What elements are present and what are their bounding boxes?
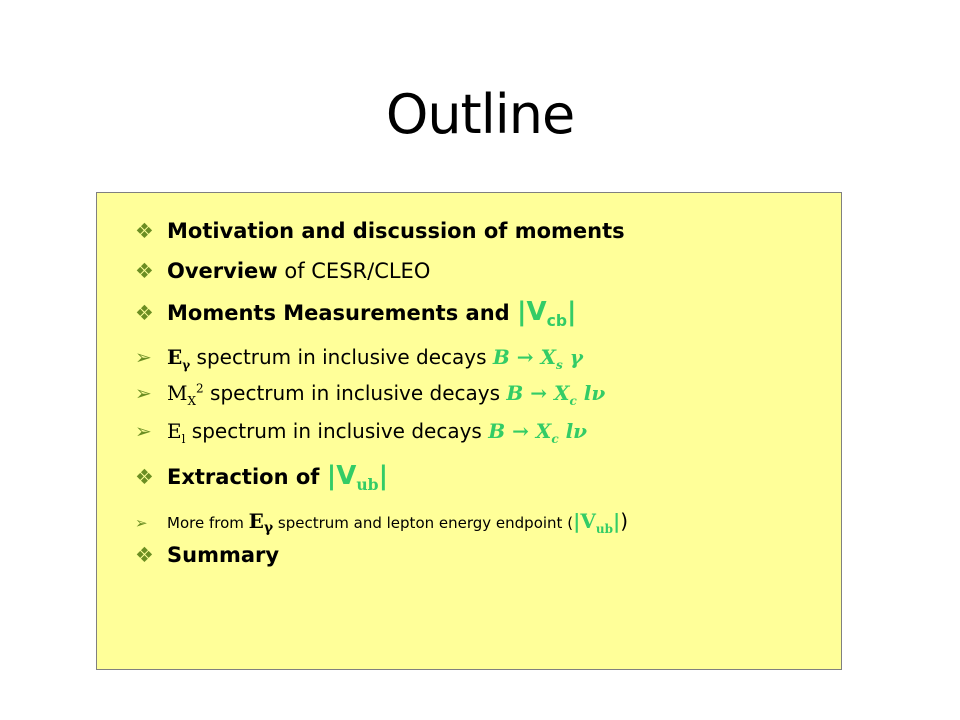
diamond-bullet-icon: ❖ (135, 465, 154, 489)
diamond-bullet-icon: ❖ (135, 301, 154, 325)
vub-symbol: $|V_{ub}|$ (573, 509, 621, 536)
slide-title: Outline (385, 83, 575, 146)
arrow-bullet-icon: ➢ (135, 345, 152, 369)
arrow-bullet-icon: ➢ (135, 419, 152, 443)
bullet-extraction: ❖ Extraction of $|V_{ub}|$ (135, 461, 389, 495)
arrow-bullet-icon: ➢ (135, 381, 152, 405)
bullet-motivation: ❖ Motivation and discussion of moments (135, 219, 625, 243)
arrow-bullet-icon: ➢ (135, 514, 148, 532)
vub-symbol: $|V_{ub}|$ (326, 461, 389, 495)
bullet-moments: ❖ Moments Measurements and $|V_{cb}|$ (135, 297, 577, 331)
sub-bullet-el: ➢ $E_l$ spectrum in inclusive decays $B \to X_c$ lν (135, 419, 588, 446)
decay-formula: $B \to X_c$ lν (488, 419, 588, 446)
vcb-symbol: $|V_{cb}|$ (517, 297, 577, 331)
sub-bullet-more-from: ➢ More from $E_\gamma$ spectrum and lepton energy endpoint $(|V_{ub}|)$ (135, 509, 629, 536)
diamond-bullet-icon: ❖ (135, 219, 154, 243)
diamond-bullet-icon: ❖ (135, 543, 154, 567)
bullet-summary: ❖ Summary (135, 543, 280, 567)
decay-formula: $B \to X_c$ lν (506, 381, 606, 408)
content-box (96, 192, 842, 670)
decay-formula: $B \to X_s$ γ (492, 345, 583, 372)
bullet-overview: ❖ Overview of CESR/CLEO (135, 259, 431, 283)
sub-bullet-egamma: ➢ $E_\gamma$ spectrum in inclusive decays $B \to X_s$ γ (135, 345, 583, 372)
diamond-bullet-icon: ❖ (135, 259, 154, 283)
sub-bullet-mx2: ➢ $M_X^2$ spectrum in inclusive decays $B \to X_c$ lν (135, 381, 606, 408)
